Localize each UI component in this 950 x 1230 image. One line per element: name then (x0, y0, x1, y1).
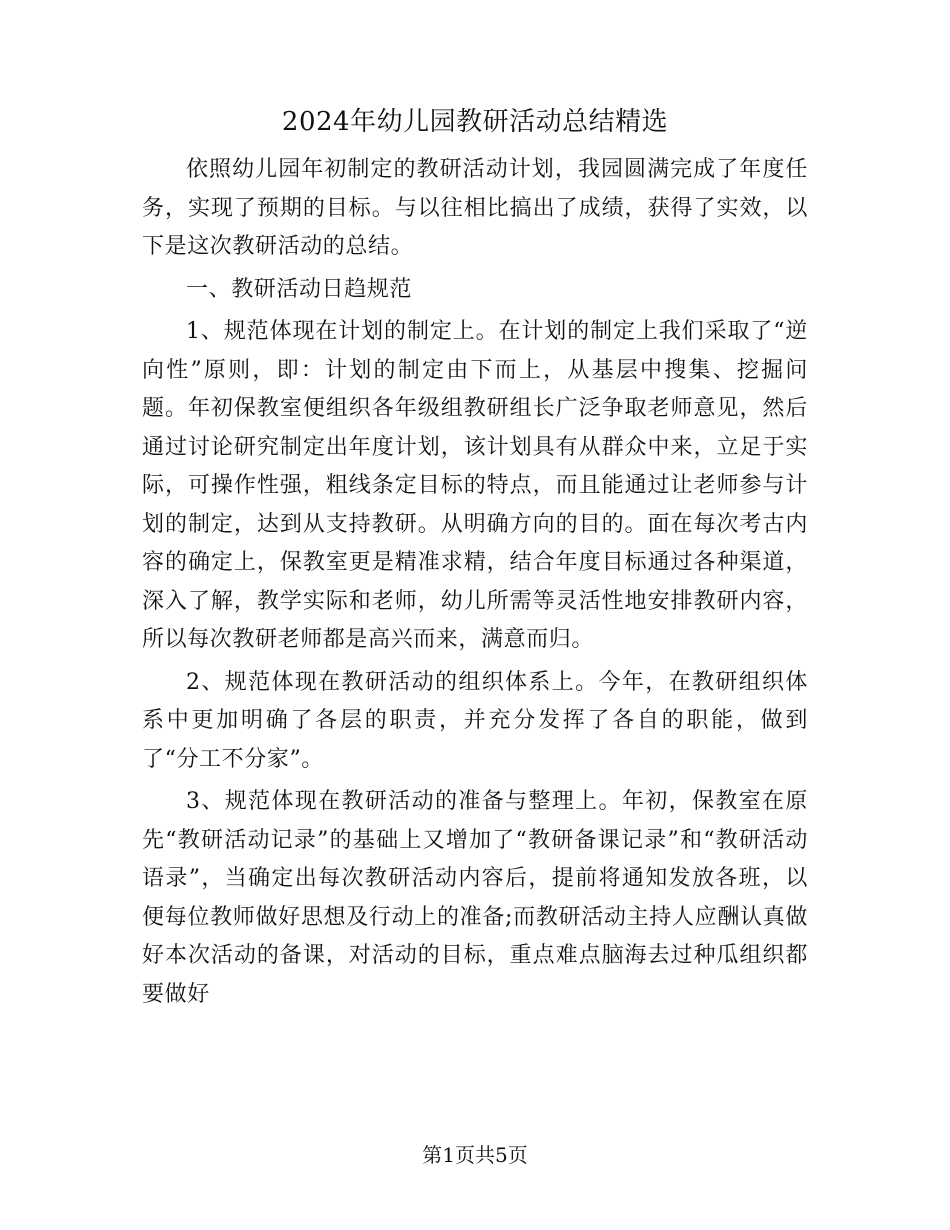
document-title: 2024年幼儿园教研活动总结精选 (281, 107, 669, 137)
body-paragraph: 1、规范体现在计划的制定上。在计划的制定上我们采取了“逆向性”原则，即：计划的制定由下而上，从基层中搜集、挖掘问题。年初保教室便组织各年级组教研组长广泛争取老师意见，然后通过讨论研究制定出年度计划，该计划具有从群众中来，立足于实际，可操作性强，粗线条定目标的特点，而且能通过让老师参与计划的制定，达到从支持教研。从明确方向的目的。面在每次考古内容的确定上，保教室更是精准求精，结合年度目标通过各种渠道，深入了解，教学实际和老师，幼儿所需等灵活性地安排教研内容，所以每次教研老师都是高兴而来，满意而归。 (142, 319, 808, 652)
body-paragraph: 3、规范体现在教研活动的准备与整理上。年初，保教室在原先“教研活动记录”的基础上又增加了“教研备课记录”和“教研活动语录”，当确定出每次教研活动内容后，提前将通知发放各班，以便每位教师做好思想及行动上的准备;而教研活动主持人应酬认真做好本次活动的备课，对活动的目标，重点难点脑海去过种瓜组织都要做好 (142, 789, 808, 1007)
document-body (142, 151, 808, 1018)
section-heading: 一、教研活动日趋规范 (186, 276, 413, 302)
page-number: 第1页共5页 (422, 1143, 528, 1167)
body-paragraph: 2、规范体现在教研活动的组织体系上。今年，在教研组织体系中更加明确了各层的职责，并充分发挥了各自的职能，做到了“分工不分家”。 (142, 669, 808, 772)
intro-paragraph: 依照幼儿园年初制定的教研活动计划，我园圆满完成了年度任务，实现了预期的目标。与以往相比搞出了成绩，获得了实效，以下是这次教研活动的总结。 (142, 157, 808, 259)
